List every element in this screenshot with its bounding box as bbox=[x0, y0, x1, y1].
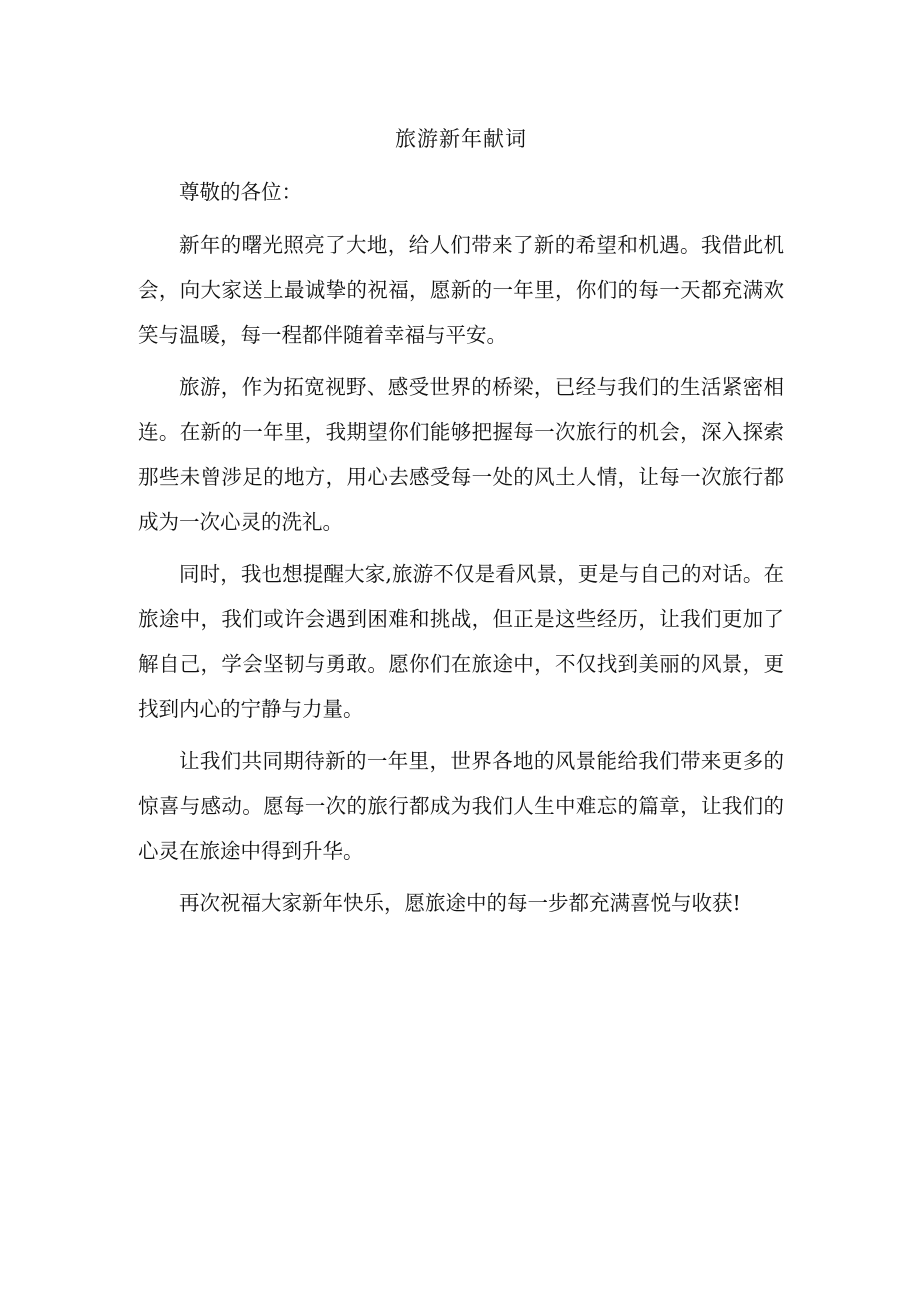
paragraph-4: 让我们共同期待新的一年里，世界各地的风景能给我们带来更多的惊喜与感动。愿每一次的旅行都成为我们人生中难忘的篇章，让我们的心灵在旅途中得到升华。 bbox=[138, 749, 784, 863]
document-page bbox=[138, 120, 784, 933]
paragraph-5: 再次祝福大家新年快乐，愿旅途中的每一步都充满喜悦与收获! bbox=[179, 891, 741, 915]
paragraph-3: 同时，我也想提醒大家,旅游不仅是看风景，更是与自己的对话。在旅途中，我们或许会遇到困难和挑战，但正是这些经历，让我们更加了解自己，学会坚韧与勇敢。愿你们在旅途中，不仅找到美丽的风景，更找到内心的宁静与力量。 bbox=[138, 562, 784, 721]
greeting: 尊敬的各位： bbox=[179, 180, 302, 204]
paragraph-1: 新年的曙光照亮了大地，给人们带来了新的希望和机遇。我借此机会，向大家送上最诚挚的祝福，愿新的一年里，你们的每一天都充满欢笑与温暖，每一程都伴随着幸福与平安。 bbox=[138, 233, 784, 347]
paragraph-2: 旅游，作为拓宽视野、感受世界的桥梁，已经与我们的生活紧密相连。在新的一年里，我期望你们能够把握每一次旅行的机会，深入探索那些未曾涉足的地方，用心去感受每一处的风土人情，让每一次旅行都成为一次心灵的洗礼。 bbox=[138, 375, 784, 534]
document-title: 旅游新年献词 bbox=[395, 127, 527, 151]
